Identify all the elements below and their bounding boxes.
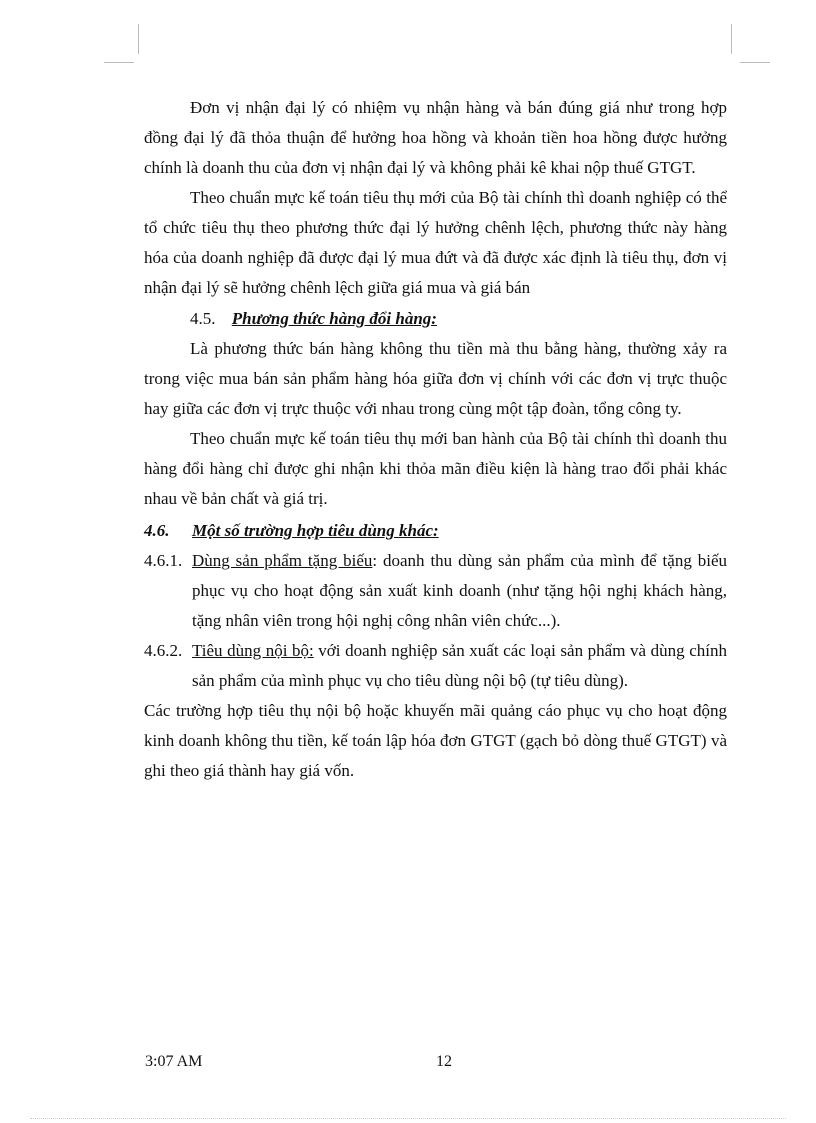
- crop-mark-top-right: [731, 24, 732, 54]
- subsection-body: [192, 546, 727, 636]
- paragraph-agent-duty: Đơn vị nhận đại lý có nhiệm vụ nhận hàng và bán đúng giá như trong hợp đồng đại lý đã thỏa thuận để hưởng hoa hồng và khoản tiền hoa hồng được hưởng chính là doanh thu của đơn vị nhận đại lý và không phải kê khai nộp thuế GTGT.: [144, 98, 727, 177]
- section-title: Một số trường hợp tiêu dùng khác:: [192, 521, 439, 540]
- subsection-text: với doanh nghiệp sản xuất các loại sản phẩm và dùng chính sản phẩm của mình phục vụ cho tiêu dùng nội bộ (tự tiêu dùng).: [192, 641, 727, 690]
- paragraph-agent-margin: Theo chuẩn mực kế toán tiêu thụ mới của Bộ tài chính thì doanh nghiệp có thể tổ chức tiêu thụ theo phương thức đại lý hưởng chênh lệch, phương thức này hàng hóa của doanh nghiệp đã được đại lý mua đứt và đã được xác định là tiêu thụ, đơn vị nhận đại lý sẽ hưởng chênh lệch giữa giá mua và giá bán: [144, 188, 727, 297]
- section-4-5-heading: [144, 304, 727, 334]
- paragraph-barter-definition: Là phương thức bán hàng không thu tiền mà thu bằng hàng, thường xảy ra trong việc mua bán sản phẩm hàng hóa giữa đơn vị chính với các đơn vị trực thuộc hay giữa các đơn vị trực thuộc với nhau trong cùng một tập đoàn, tổng công ty.: [144, 339, 727, 418]
- subsection-number: 4.6.1.: [144, 551, 183, 570]
- subsection-term: Dùng sản phẩm tặng biếu: [192, 551, 373, 570]
- subsection-body: [192, 636, 727, 696]
- subsection-4-6-1: [144, 546, 727, 636]
- section-title: Phương thức hàng đổi hàng:: [231, 309, 437, 328]
- crop-mark-right-top: [740, 62, 770, 63]
- crop-mark-left-top: [104, 62, 134, 63]
- subsection-text: : doanh thu dùng sản phẩm của mình để tặng biếu phục vụ cho hoạt động sản xuất kinh doanh (như tặng hội nghị khách hàng, tặng nhân viên trong hội nghị công nhân viên chức...).: [192, 551, 727, 630]
- subsection-number: 4.6.2.: [144, 641, 183, 660]
- crop-mark-top-left: [138, 24, 139, 54]
- subsection-4-6-2: [144, 636, 727, 696]
- footer-page-number: 12: [436, 1053, 452, 1070]
- subsection-term: Tiêu dùng nội bộ:: [192, 641, 314, 660]
- document-body: [144, 93, 727, 786]
- paragraph-barter-revenue: Theo chuẩn mực kế toán tiêu thụ mới ban hành của Bộ tài chính thì doanh thu hàng đổi hàng chỉ được ghi nhận khi thỏa mãn điều kiện là hàng trao đổi phải khác nhau về bản chất và giá trị.: [144, 429, 727, 508]
- page-bottom-divider: [30, 1118, 786, 1119]
- section-number: 4.5.: [190, 309, 216, 328]
- footer-time: 3:07 AM: [145, 1053, 203, 1070]
- section-4-6-heading: [144, 516, 727, 546]
- section-number: 4.6.: [144, 521, 170, 540]
- paragraph-internal-consumption: Các trường hợp tiêu thụ nội bộ hoặc khuyến mãi quảng cáo phục vụ cho hoạt động kinh doanh không thu tiền, kế toán lập hóa đơn GTGT (gạch bỏ dòng thuế GTGT) và ghi theo giá thành hay giá vốn.: [144, 701, 727, 780]
